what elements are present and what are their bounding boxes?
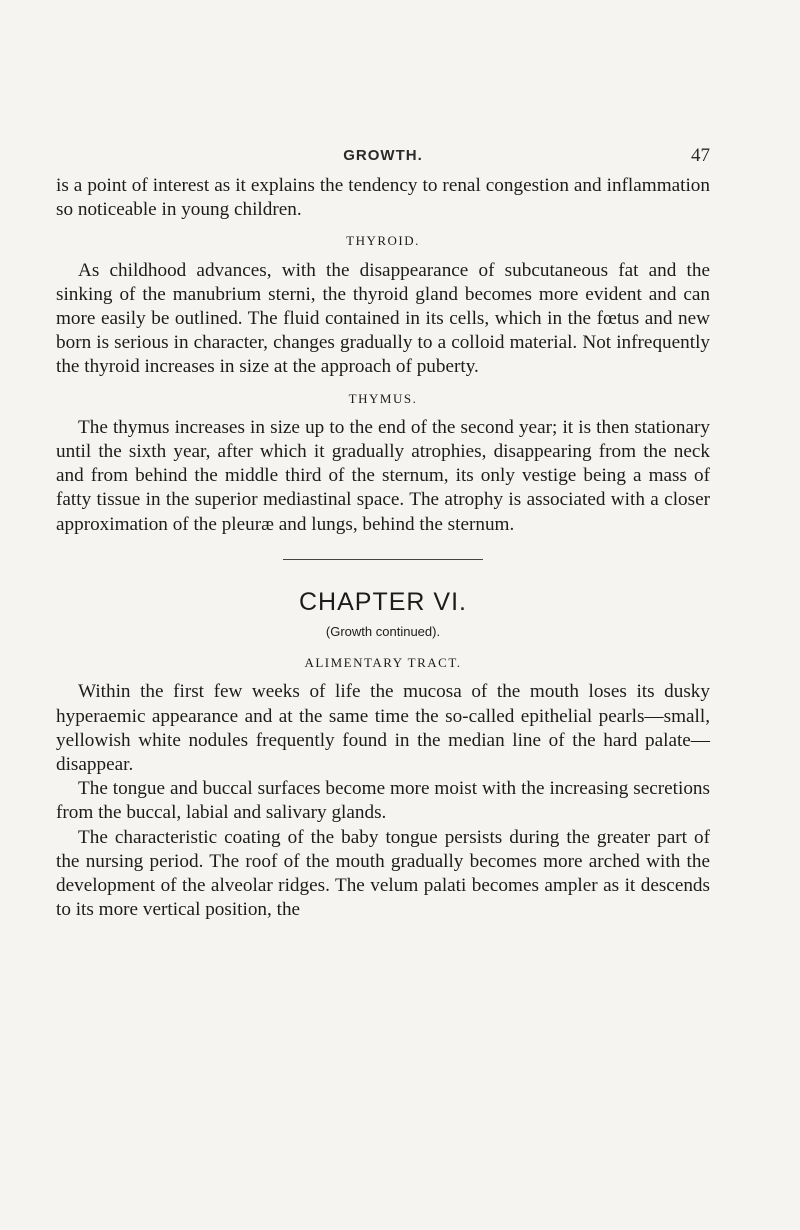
chapter-subtitle: (Growth continued). <box>325 624 441 640</box>
running-title: GROWTH. <box>343 147 423 164</box>
chapter-title: CHAPTER VI. <box>299 587 467 616</box>
paragraph-mucosa: Within the first few weeks of life the mucosa of the mouth loses its dusky hyperaemic appearance and at the same time the so-called epithelial pearls—small, yellowish white nodules frequently found in the median line of the hard palate—disappear. <box>56 681 710 776</box>
section-heading-thymus: THYMUS. <box>348 390 418 406</box>
section-heading-thyroid: THYROID. <box>346 233 420 249</box>
paragraph-thyroid: As childhood advances, with the disappearance of subcutaneous fat and the sinking of the manubrium sterni, the thyroid gland becomes more evident and can more easily be outlined. The fluid contained in its cells, which in the fœtus and new born is serious in character, changes gradually to a colloid material. Not infrequently the thyroid increases in size at the approach of puberty. <box>56 259 710 378</box>
section-heading-alimentary: ALIMENTARY TRACT. <box>304 655 462 671</box>
body-text <box>56 174 710 922</box>
paragraph-thymus: The thymus increases in size up to the end of the second year; it is then stationary until the sixth year, after which it gradually atrophies, disappearing from the neck and from behind the middle third of the sternum, its only vestige being a mass of fatty tissue in the superior mediastinal space. The atrophy is associated with a closer approximation of the pleuræ and lungs, behind the sternum. <box>56 416 710 535</box>
paragraph-tongue: The tongue and buccal surfaces become more moist with the increasing secretions from the buccal, labial and salivary glands. <box>56 778 710 824</box>
paragraph-coating: The characteristic coating of the baby tongue persists during the greater part of the nursing period. The roof of the mouth gradually becomes more arched with the development of the alveolar ridges. The velum palati becomes ampler as it descends to its more vertical position, the <box>56 826 710 921</box>
running-head <box>56 147 710 171</box>
paragraph-continued: is a point of interest as it explains the tendency to renal congestion and inflammation so noticeable in young children. <box>56 175 710 221</box>
chapter-divider-rule <box>283 559 483 560</box>
page-number: 47 <box>691 145 710 166</box>
